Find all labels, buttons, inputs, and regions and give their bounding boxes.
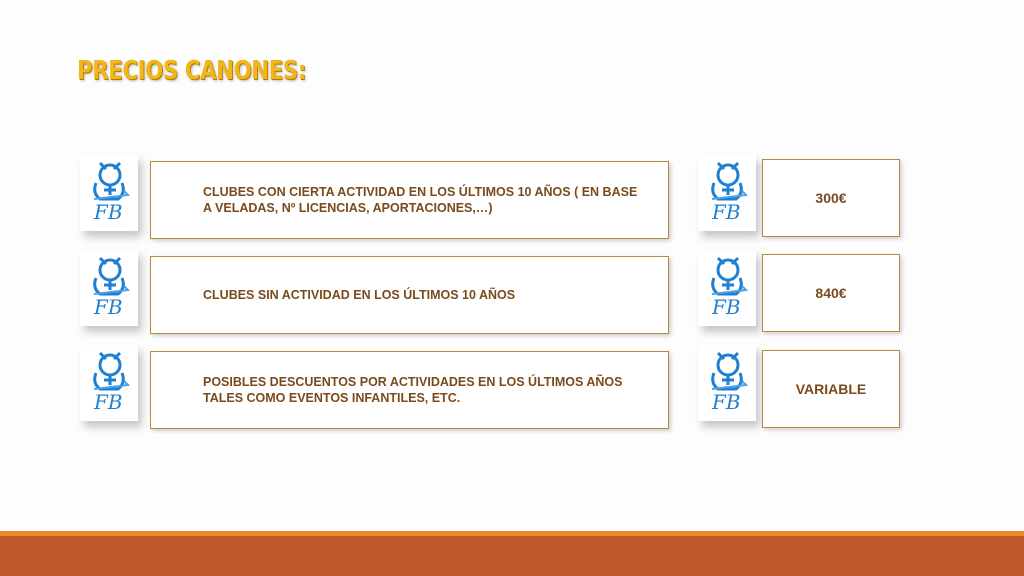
description-text: CLUBES CON CIERTA ACTIVIDAD EN LOS ÚLTIMOS 10 AÑOS ( EN BASE A VELADAS, Nº LICENCIAS, APORTACIONES,…) (203, 185, 638, 215)
svg-text:FB: FB (712, 295, 741, 319)
federation-logo-icon (698, 250, 756, 326)
description-text: CLUBES SIN ACTIVIDAD EN LOS ÚLTIMOS 10 AÑOS (203, 288, 516, 302)
federation-logo-icon (80, 155, 138, 231)
description-box (150, 161, 669, 239)
federation-logo-icon (698, 155, 756, 231)
description-box (150, 256, 669, 334)
svg-text:FB: FB (94, 390, 123, 414)
description-box (150, 351, 669, 429)
description-text: POSIBLES DESCUENTOS POR ACTIVIDADES EN LOS ÚLTIMOS AÑOS TALES COMO EVENTOS INFANTILES, ETC. (203, 375, 623, 405)
price-value: 300€ (815, 190, 847, 206)
svg-text:FB: FB (712, 390, 741, 414)
price-value: VARIABLE (795, 381, 867, 397)
svg-text:FB: FB (94, 295, 123, 319)
price-value: 840€ (815, 285, 847, 301)
svg-text:FB: FB (712, 200, 741, 224)
price-box (762, 254, 900, 332)
federation-logo-icon (698, 345, 756, 421)
federation-logo-icon (80, 250, 138, 326)
svg-text:FB: FB (94, 200, 123, 224)
page-title: PRECIOS CANONES: (77, 56, 306, 86)
price-box (762, 350, 900, 428)
footer-bar (0, 536, 1024, 576)
price-box (762, 159, 900, 237)
federation-logo-icon (80, 345, 138, 421)
